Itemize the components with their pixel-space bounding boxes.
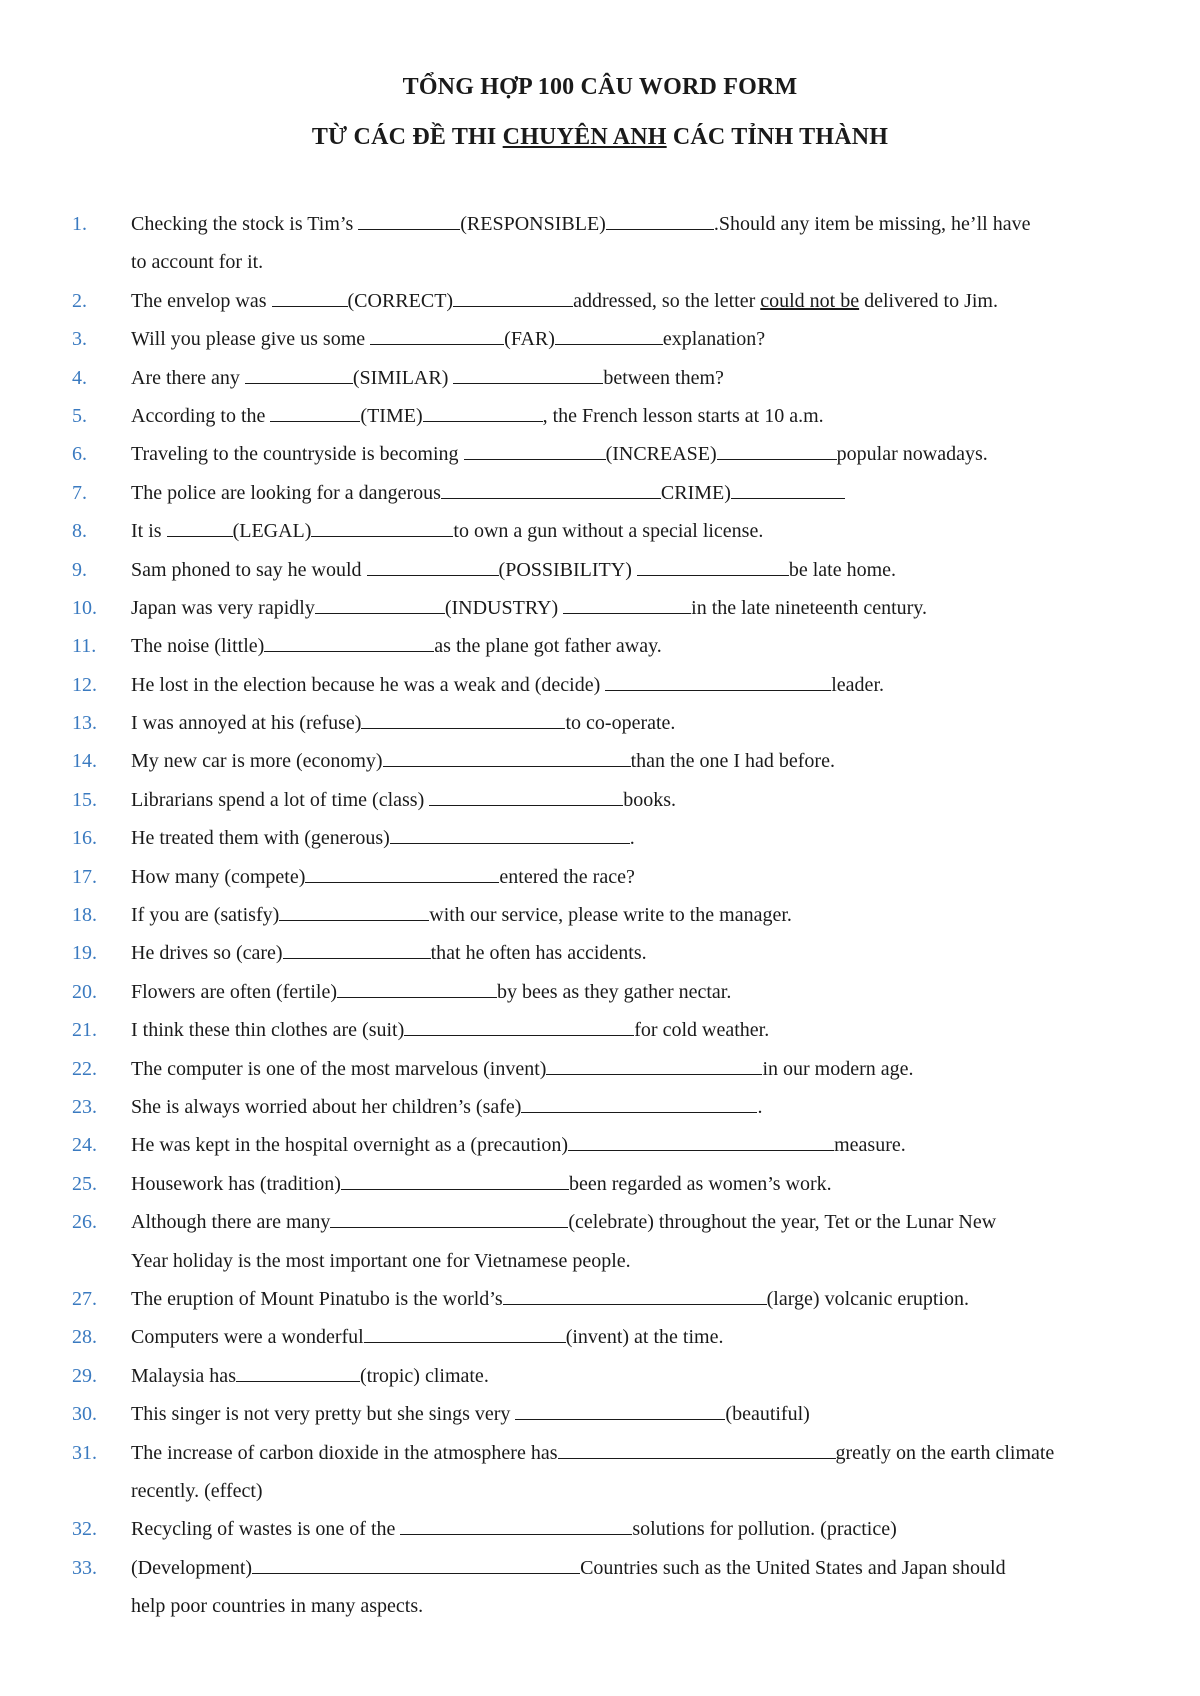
question-row-30	[0, 1395, 1200, 1433]
question-number: 29.	[72, 1364, 97, 1387]
question-number: 4.	[72, 366, 87, 389]
question-number: 9.	[72, 558, 87, 581]
answer-blank[interactable]	[279, 902, 429, 921]
answer-blank[interactable]	[453, 365, 603, 384]
question-number: 31.	[72, 1441, 97, 1464]
question-row-33	[0, 1549, 1200, 1587]
question-text: The envelop was (CORRECT) addressed, so the letter could not be delivered to Jim.	[131, 289, 998, 312]
question-text: The eruption of Mount Pinatubo is the world’s (large) volcanic eruption.	[131, 1287, 969, 1310]
answer-blank[interactable]	[337, 979, 497, 998]
question-text: She is always worried about her children’s (safe) .	[131, 1095, 763, 1118]
question-row-31-cont	[0, 1472, 1200, 1510]
answer-blank[interactable]	[236, 1363, 360, 1382]
answer-blank[interactable]	[400, 1516, 632, 1535]
question-number: 32.	[72, 1518, 97, 1541]
question-number: 33.	[72, 1556, 97, 1579]
question-row-1	[0, 205, 1200, 243]
question-row-6	[0, 435, 1200, 473]
question-list	[0, 205, 1200, 1625]
answer-blank[interactable]	[606, 211, 714, 230]
answer-blank[interactable]	[364, 1324, 566, 1343]
question-row-12	[0, 666, 1200, 704]
question-row-33-cont	[0, 1587, 1200, 1625]
question-row-28	[0, 1318, 1200, 1356]
answer-blank[interactable]	[370, 326, 504, 345]
question-text: Checking the stock is Tim’s (RESPONSIBLE) .Should any item be missing, he’ll have	[131, 213, 1031, 235]
question-row-18	[0, 896, 1200, 934]
question-number: 24.	[72, 1134, 97, 1157]
answer-blank[interactable]	[361, 710, 565, 729]
question-text-cont: help poor countries in many aspects.	[131, 1595, 424, 1618]
question-row-1-cont	[0, 243, 1200, 281]
answer-blank[interactable]	[358, 211, 460, 230]
question-text: Librarians spend a lot of time (class) books.	[131, 788, 677, 811]
answer-blank[interactable]	[731, 480, 845, 499]
answer-blank[interactable]	[515, 1401, 725, 1420]
question-text: The increase of carbon dioxide in the atmosphere has greatly on the earth climate	[131, 1441, 1055, 1464]
answer-blank[interactable]	[555, 326, 663, 345]
question-row-10	[0, 589, 1200, 627]
answer-blank[interactable]	[441, 480, 661, 499]
question-text-cont: Year holiday is the most important one for Vietnamese people.	[131, 1249, 631, 1272]
question-text-cont: recently. (effect)	[131, 1479, 263, 1502]
answer-blank[interactable]	[270, 403, 360, 422]
question-text: If you are (satisfy) with our service, please write to the manager.	[131, 904, 792, 927]
question-row-22	[0, 1050, 1200, 1088]
question-row-24	[0, 1126, 1200, 1164]
answer-blank[interactable]	[464, 441, 606, 460]
answer-blank[interactable]	[383, 748, 631, 767]
question-row-21	[0, 1011, 1200, 1049]
question-row-13	[0, 704, 1200, 742]
question-number: 20.	[72, 980, 97, 1003]
question-number: 3.	[72, 328, 87, 351]
question-number: 27.	[72, 1287, 97, 1310]
answer-blank[interactable]	[558, 1440, 836, 1459]
subtitle-part-a: TỪ CÁC ĐỀ THI	[311, 124, 503, 150]
question-number: 15.	[72, 788, 97, 811]
question-text: How many (compete) entered the race?	[131, 865, 635, 888]
answer-blank[interactable]	[453, 288, 573, 307]
question-number: 5.	[72, 404, 87, 427]
answer-blank[interactable]	[429, 787, 623, 806]
question-number: 26.	[72, 1211, 97, 1234]
question-text: My new car is more (economy) than the one I had before.	[131, 750, 835, 773]
question-text: He lost in the election because he was a weak and (decide) leader.	[131, 673, 884, 696]
question-number: 18.	[72, 904, 97, 927]
question-number: 21.	[72, 1019, 97, 1042]
question-text: This singer is not very pretty but she sings very (beautiful)	[131, 1403, 810, 1426]
answer-blank[interactable]	[311, 518, 453, 537]
question-number: 30.	[72, 1403, 97, 1426]
answer-blank[interactable]	[423, 403, 543, 422]
question-text: According to the (TIME) , the French lesson starts at 10 a.m.	[131, 404, 824, 427]
answer-blank[interactable]	[546, 1056, 762, 1075]
answer-blank[interactable]	[568, 1132, 834, 1151]
question-text: I think these thin clothes are (suit) for cold weather.	[131, 1019, 770, 1042]
question-row-20	[0, 973, 1200, 1011]
question-text: Malaysia has (tropic) climate.	[131, 1364, 489, 1387]
question-row-11	[0, 627, 1200, 665]
question-row-5	[0, 397, 1200, 435]
answer-blank[interactable]	[341, 1171, 569, 1190]
answer-blank[interactable]	[717, 441, 837, 460]
question-text: Recycling of wastes is one of the solutions for pollution. (practice)	[131, 1518, 897, 1541]
question-row-26	[0, 1203, 1200, 1241]
question-row-17	[0, 858, 1200, 896]
answer-blank[interactable]	[272, 288, 348, 307]
question-text: The police are looking for a dangerous CRIME)	[131, 474, 845, 512]
question-number: 10.	[72, 596, 97, 619]
answer-blank[interactable]	[563, 595, 691, 614]
answer-blank[interactable]	[315, 595, 445, 614]
question-row-16	[0, 819, 1200, 857]
question-number: 22.	[72, 1057, 97, 1080]
question-row-25	[0, 1165, 1200, 1203]
question-row-7	[0, 474, 1200, 512]
answer-blank[interactable]	[252, 1555, 580, 1574]
question-row-27	[0, 1280, 1200, 1318]
question-text: It is (LEGAL) to own a gun without a special license.	[131, 520, 764, 543]
question-number: 2.	[72, 289, 87, 312]
question-number: 23.	[72, 1095, 97, 1118]
question-row-15	[0, 781, 1200, 819]
question-text: Sam phoned to say he would (POSSIBILITY) be late home.	[131, 558, 897, 581]
question-number: 12.	[72, 673, 97, 696]
question-number: 11.	[72, 635, 97, 658]
question-row-3	[0, 320, 1200, 358]
question-row-23	[0, 1088, 1200, 1126]
answer-blank[interactable]	[521, 1094, 757, 1113]
question-text: He treated them with (generous) .	[131, 827, 635, 850]
question-text: Japan was very rapidly (INDUSTRY) in the late nineteenth century.	[131, 596, 928, 619]
question-text: The computer is one of the most marvelous (invent) in our modern age.	[131, 1057, 914, 1080]
question-row-14	[0, 742, 1200, 780]
answer-blank[interactable]	[167, 518, 233, 537]
answer-blank[interactable]	[330, 1209, 568, 1228]
answer-blank[interactable]	[390, 825, 630, 844]
question-text: Will you please give us some (FAR) explanation?	[131, 328, 766, 351]
answer-blank[interactable]	[245, 365, 353, 384]
question-text: (Development) Countries such as the United States and Japan should	[131, 1556, 1006, 1579]
answer-blank[interactable]	[503, 1286, 767, 1305]
answer-blank[interactable]	[637, 557, 789, 576]
question-text: The noise (little) as the plane got father away.	[131, 635, 662, 658]
question-number: 13.	[72, 712, 97, 735]
answer-blank[interactable]	[305, 864, 499, 883]
question-number: 6.	[72, 443, 87, 466]
question-number: 14.	[72, 750, 97, 773]
question-text: Traveling to the countryside is becoming (INCREASE) popular nowadays.	[131, 443, 988, 466]
question-number: 19.	[72, 942, 97, 965]
question-text: Are there any (SIMILAR) between them?	[131, 366, 724, 389]
question-number: 17.	[72, 865, 97, 888]
question-text: Computers were a wonderful (invent) at the time.	[131, 1326, 724, 1349]
question-text: Housework has (tradition) been regarded as women’s work.	[131, 1172, 832, 1195]
question-text: He drives so (care) that he often has accidents.	[131, 942, 647, 965]
question-row-2	[0, 282, 1200, 320]
question-row-29	[0, 1357, 1200, 1395]
page-subtitle	[0, 124, 1200, 151]
subtitle-part-c: CÁC TỈNH THÀNH	[666, 124, 889, 150]
subtitle-part-underlined: CHUYÊN ANH	[502, 124, 667, 150]
question-text: He was kept in the hospital overnight as a (precaution) measure.	[131, 1134, 906, 1157]
question-row-32	[0, 1510, 1200, 1548]
question-row-4	[0, 359, 1200, 397]
question-row-8	[0, 512, 1200, 550]
question-number: 1.	[72, 213, 87, 235]
question-text: Flowers are often (fertile) by bees as they gather nectar.	[131, 980, 732, 1003]
question-row-19	[0, 934, 1200, 972]
question-row-26-cont	[0, 1242, 1200, 1280]
question-number: 25.	[72, 1172, 97, 1195]
page-title: TỔNG HỢP 100 CÂU WORD FORM	[402, 74, 798, 100]
question-text: Although there are many (celebrate) throughout the year, Tet or the Lunar New	[131, 1211, 997, 1234]
question-text-cont: to account for it.	[131, 251, 264, 274]
question-number: 7.	[72, 481, 87, 504]
answer-blank[interactable]	[283, 940, 431, 959]
question-number: 28.	[72, 1326, 97, 1349]
answer-blank[interactable]	[605, 672, 831, 691]
question-number: 8.	[72, 520, 87, 543]
question-number: 16.	[72, 827, 97, 850]
answer-blank[interactable]	[264, 633, 434, 652]
answer-blank[interactable]	[404, 1017, 634, 1036]
answer-blank[interactable]	[367, 557, 499, 576]
question-row-9	[0, 551, 1200, 589]
question-text: I was annoyed at his (refuse) to co-operate.	[131, 712, 676, 735]
question-row-31	[0, 1434, 1200, 1472]
